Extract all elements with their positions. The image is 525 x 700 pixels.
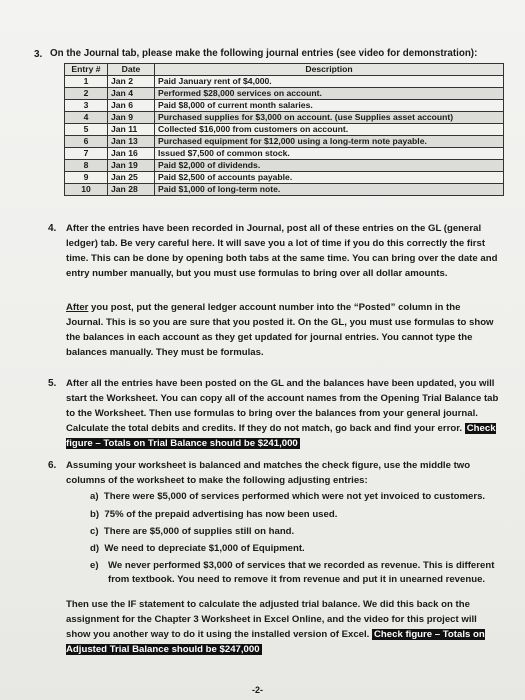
adjusted-trial-balance-check-figure: Check figure – Totals on Adjusted Trial Balance should be $247,000	[66, 629, 485, 655]
entry-text: There are $5,000 of supplies still on hand.	[103, 526, 295, 537]
description-cell: Issued $7,500 of common stock.	[155, 148, 504, 160]
date-cell: Jan 13	[108, 136, 155, 148]
date-cell: Jan 9	[108, 112, 155, 124]
item-3-number: 3.	[34, 49, 43, 60]
date-cell: Jan 19	[108, 160, 155, 172]
adjusting-entry-d	[90, 542, 305, 556]
entry-cell: 2	[65, 88, 108, 100]
description-cell: Collected $16,000 from customers on account.	[155, 124, 504, 136]
entry-cell: 7	[65, 148, 108, 160]
journal-row	[65, 148, 504, 160]
journal-row	[65, 100, 504, 112]
date-cell: Jan 25	[108, 172, 155, 184]
entry-text: We never performed $3,000 of services that we recorded as revenue. This is different from textbook. You need to remove it from revenue and put it in unearned revenue.	[108, 560, 495, 585]
entry-letter: d)	[90, 543, 100, 554]
journal-row	[65, 124, 504, 136]
after-underlined: After	[66, 302, 89, 313]
description-cell: Purchased equipment for $12,000 using a long-term note payable.	[155, 136, 504, 148]
item-5-text: After all the entries have been posted on the GL and the balances have been updated, you will start the Worksheet. You can copy all of the account names from the Opening Trial Balance tab to the Worksheet. Then use formulas to bring over the balances from your general journal. Calculate the total debits and credits. If they do not match, go back and find your error.	[66, 378, 499, 434]
item-4-number: 4.	[48, 223, 57, 234]
date-cell: Jan 16	[108, 148, 155, 160]
entry-letter: c)	[90, 526, 99, 537]
journal-row	[65, 88, 504, 100]
col-description-header: Description	[155, 64, 504, 76]
item-3-intro: On the Journal tab, please make the following journal entries (see video for demonstration):	[50, 48, 478, 59]
item-4-paragraph-2	[66, 300, 498, 360]
entry-cell: 9	[65, 172, 108, 184]
journal-row	[65, 172, 504, 184]
item-6-closing	[66, 597, 500, 657]
entry-cell: 4	[65, 112, 108, 124]
adjusting-entry-a	[90, 490, 485, 504]
date-cell: Jan 11	[108, 124, 155, 136]
journal-row	[65, 76, 504, 88]
entry-cell: 1	[65, 76, 108, 88]
description-cell: Purchased supplies for $3,000 on account. (use Supplies asset account)	[155, 112, 504, 124]
item-6-intro: Assuming your worksheet is balanced and matches the check figure, use the middle two columns of the worksheet to make the following adjusting entries:	[66, 460, 471, 486]
col-entry-header: Entry #	[65, 64, 108, 76]
description-cell: Paid January rent of $4,000.	[155, 76, 504, 88]
entry-cell: 10	[65, 184, 108, 196]
date-cell: Jan 4	[108, 88, 155, 100]
journal-row	[65, 160, 504, 172]
description-cell: Paid $8,000 of current month salaries.	[155, 100, 504, 112]
description-cell: Paid $2,000 of dividends.	[155, 160, 504, 172]
journal-row	[65, 112, 504, 124]
adjusting-entry-b	[90, 508, 337, 522]
entry-letter: a)	[90, 491, 99, 502]
item-6-closing-text: Then use the IF statement to calculate the adjusted trial balance. We did this back on the assignment for the Chapter 3 Worksheet in Excel Online, and the video for this project will show you another way to do it using the installed version of Excel.	[66, 599, 477, 640]
date-cell: Jan 6	[108, 100, 155, 112]
journal-header-row	[65, 64, 504, 76]
item-6-number: 6.	[48, 460, 57, 471]
journal-table	[64, 63, 504, 196]
entry-text: We need to depreciate $1,000 of Equipment.	[104, 543, 305, 554]
entry-letter: b)	[90, 509, 100, 520]
entry-cell: 3	[65, 100, 108, 112]
adjusting-entry-c	[90, 525, 294, 539]
date-cell: Jan 2	[108, 76, 155, 88]
description-cell: Paid $1,000 of long-term note.	[155, 184, 504, 196]
entry-letter: e)	[90, 560, 99, 571]
entry-cell: 6	[65, 136, 108, 148]
date-cell: Jan 28	[108, 184, 155, 196]
description-cell: Paid $2,500 of accounts payable.	[155, 172, 504, 184]
item-5-paragraph	[66, 376, 500, 451]
adjusting-entry-e	[90, 559, 500, 587]
entry-text: There were $5,000 of services performed which were not yet invoiced to customers.	[103, 491, 486, 502]
entry-text: 75% of the prepaid advertising has now been used.	[104, 509, 338, 520]
entry-cell: 5	[65, 124, 108, 136]
description-cell: Performed $28,000 services on account.	[155, 88, 504, 100]
trial-balance-check-figure: Check figure – Totals on Trial Balance should be $241,000	[66, 423, 496, 449]
col-date-header: Date	[108, 64, 155, 76]
item-4-paragraph-2-rest: you post, put the general ledger account number into the “Posted” column in the Journal. This is so you are sure that you posted it. On the GL, you must use formulas to show the balances in each account as they get updated for journal entries. You cannot type the balances manually. They must be formulas.	[66, 302, 494, 358]
item-5-number: 5.	[48, 378, 57, 389]
journal-row	[65, 136, 504, 148]
entry-cell: 8	[65, 160, 108, 172]
journal-row	[65, 184, 504, 196]
page-number: -2-	[252, 685, 263, 695]
item-4-paragraph-1: After the entries have been recorded in Journal, post all of these entries on the GL (general ledger) tab. Be very careful here. It will save you a lot of time if you do this correctly the first time. This can be done by opening both tabs at the same time. You can bring over the date and entry number manually, but you must use formulas to bring over all dollar amounts.	[66, 223, 498, 279]
